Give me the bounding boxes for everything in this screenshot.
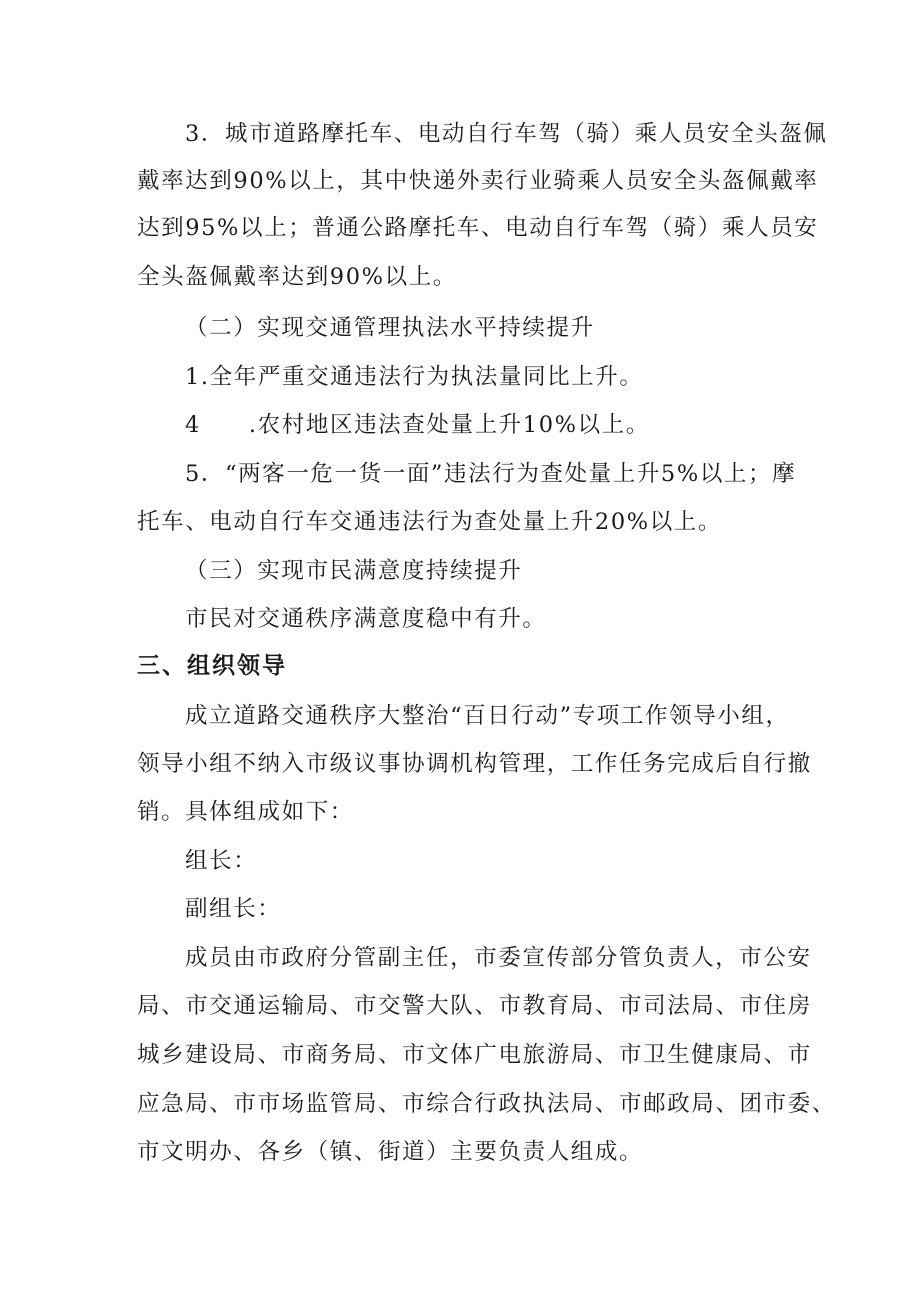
section3-title: （三）实现市民满意度持续提升 (185, 558, 523, 584)
leader-label: 组长： (185, 848, 258, 874)
members-line5: 市文明办、各乡（镇、街道）主要负责人组成。 (137, 1139, 644, 1165)
members-line4: 应急局、市市场监管局、市综合行政执法局、市邮政局、团市委、 (137, 1091, 836, 1117)
item5-line1: 5．“两客一危一货一面”违法行为查处量上升5%以上；摩 (185, 461, 797, 487)
members-line1: 成员由市政府分管副主任，市委宣传部分管负责人，市公安 (185, 945, 812, 971)
item4-number: 4 (185, 412, 201, 438)
item4-text: .农村地区违法查处量上升10%以上。 (248, 412, 650, 438)
item3-line2: 戴率达到90%以上，其中快递外卖行业骑乘人员安全头盔佩戴率 (137, 168, 819, 194)
leadership-line2: 领导小组不纳入市级议事协调机构管理，工作任务完成后自行撤 (137, 751, 812, 777)
deputy-leader-label: 副组长： (185, 896, 282, 922)
item5-line2: 托车、电动自行车交通违法行为查处量上升20%以上。 (137, 509, 723, 535)
satisfaction-text: 市民对交通秩序满意度稳中有升。 (185, 606, 547, 632)
item3-line1: 3．城市道路摩托车、电动自行车驾（骑）乘人员安全头盔佩 (185, 121, 828, 147)
chapter3-heading: 三、组织领导 (137, 653, 287, 679)
item3-line4: 全头盔佩戴率达到90%以上。 (137, 264, 457, 290)
section2-title: （二）实现交通管理执法水平持续提升 (185, 315, 595, 341)
members-line2: 局、市交通运输局、市交警大队、市教育局、市司法局、市住房 (137, 993, 812, 1019)
item4-line (185, 410, 650, 440)
leadership-line1: 成立道路交通秩序大整治“百日行动”专项工作领导小组， (185, 703, 790, 729)
item3-line3: 达到95%以上；普通公路摩托车、电动自行车驾（骑）乘人员安 (137, 215, 819, 241)
item1-serious: 1.全年严重交通违法行为执法量同比上升。 (185, 364, 644, 390)
leadership-line3: 销。具体组成如下： (137, 799, 354, 825)
members-line3: 城乡建设局、市商务局、市文体广电旅游局、市卫生健康局、市 (137, 1042, 812, 1068)
